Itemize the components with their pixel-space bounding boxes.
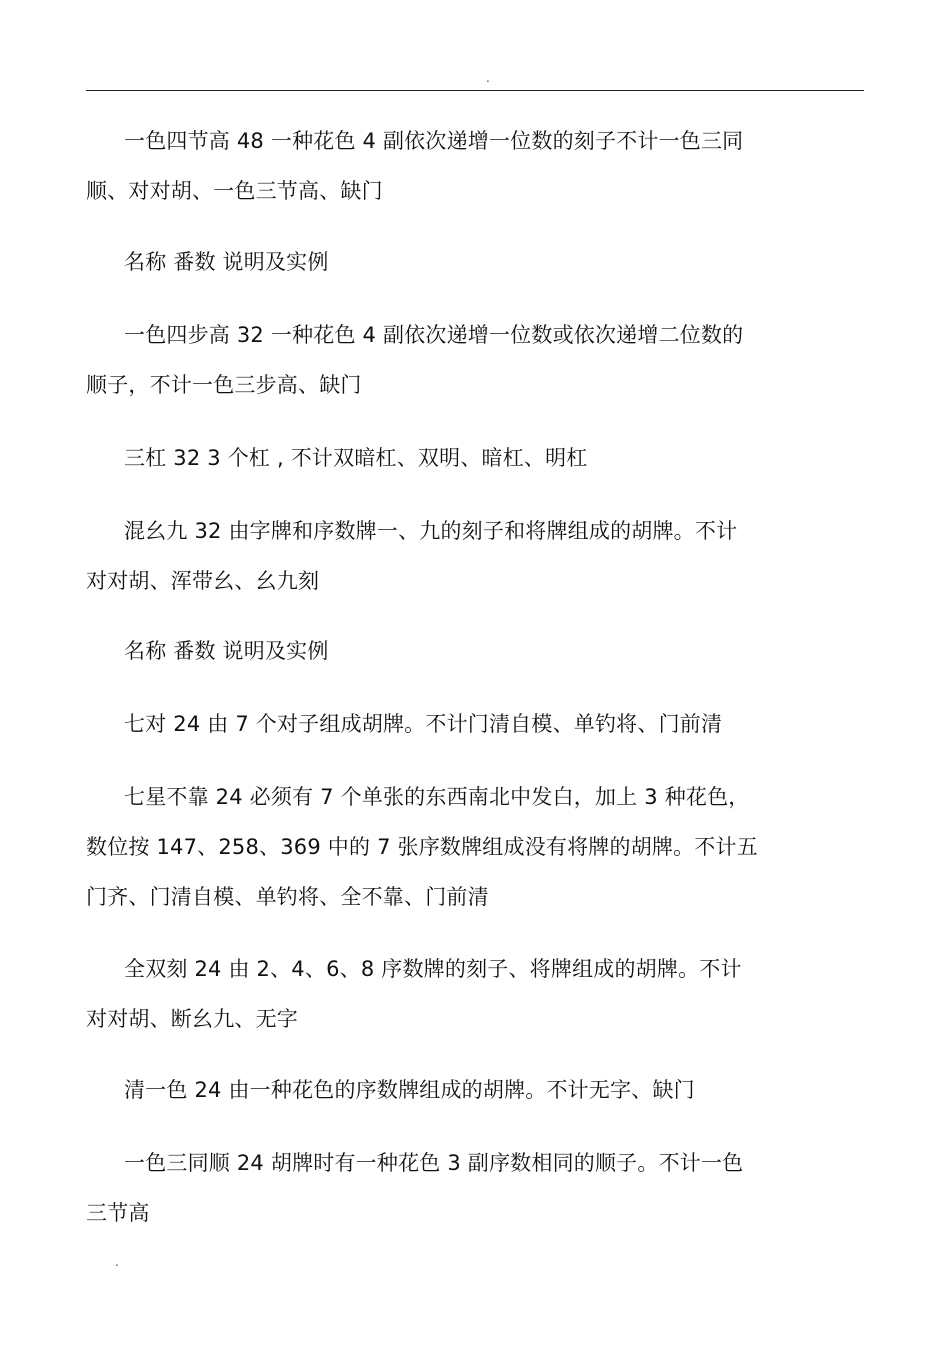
header-rule [86, 90, 864, 91]
paragraph-line: 一色三同顺 24 胡牌时有一种花色 3 副序数相同的顺子。不计一色 [124, 1151, 744, 1175]
paragraph-line: 三杠 32 3 个杠 , 不计双暗杠、双明、暗杠、明杠 [124, 446, 588, 470]
paragraph-line: 名称 番数 说明及实例 [124, 250, 329, 274]
footer-mark: . [115, 1255, 119, 1269]
paragraph-yisesibugao [86, 310, 856, 410]
paragraph-line: 七星不靠 24 必须有 7 个单张的东西南北中发白，加上 3 种花色， [124, 785, 750, 809]
paragraph-line: 混幺九 32 由字牌和序数牌一、九的刻子和将牌组成的胡牌。不计 [124, 519, 738, 543]
paragraph-sangang [86, 433, 856, 483]
paragraph-line: 三节高 [86, 1201, 150, 1225]
table-header-row [86, 237, 856, 287]
paragraph-line: 对对胡、断幺九、无字 [86, 1007, 298, 1031]
paragraph-line: 全双刻 24 由 2、4、6、8 序数牌的刻子、将牌组成的胡牌。不计 [124, 957, 742, 981]
paragraph-qingyise [86, 1065, 856, 1115]
paragraph-line: 名称 番数 说明及实例 [124, 639, 329, 663]
paragraph-hunyaojiu [86, 506, 856, 606]
paragraph-line: 门齐、门清自模、单钓将、全不靠、门前清 [86, 885, 489, 909]
paragraph-line: 清一色 24 由一种花色的序数牌组成的胡牌。不计无字、缺门 [124, 1078, 695, 1102]
paragraph-yisesijiegao [86, 116, 856, 216]
paragraph-line: 七对 24 由 7 个对子组成胡牌。不计门清自模、单钓将、门前清 [124, 712, 723, 736]
paragraph-yisesantongshun [86, 1138, 856, 1238]
header-mark: . [486, 71, 490, 85]
paragraph-line: 数位按 147、258、369 中的 7 张序数牌组成没有将牌的胡牌。不计五 [86, 835, 758, 859]
paragraph-qixingbukao [86, 772, 856, 922]
paragraph-line: 对对胡、浑带幺、幺九刻 [86, 569, 320, 593]
paragraph-quanshuangke [86, 944, 856, 1044]
paragraph-line: 一色四步高 32 一种花色 4 副依次递增一位数或依次递增二位数的 [124, 323, 744, 347]
paragraph-line: 一色四节高 48 一种花色 4 副依次递增一位数的刻子不计一色三同 [124, 129, 744, 153]
table-header-row [86, 626, 856, 676]
paragraph-line: 顺子，不计一色三步高、缺门 [86, 373, 362, 397]
paragraph-qidui [86, 699, 856, 749]
paragraph-line: 顺、对对胡、一色三节高、缺门 [86, 179, 383, 203]
